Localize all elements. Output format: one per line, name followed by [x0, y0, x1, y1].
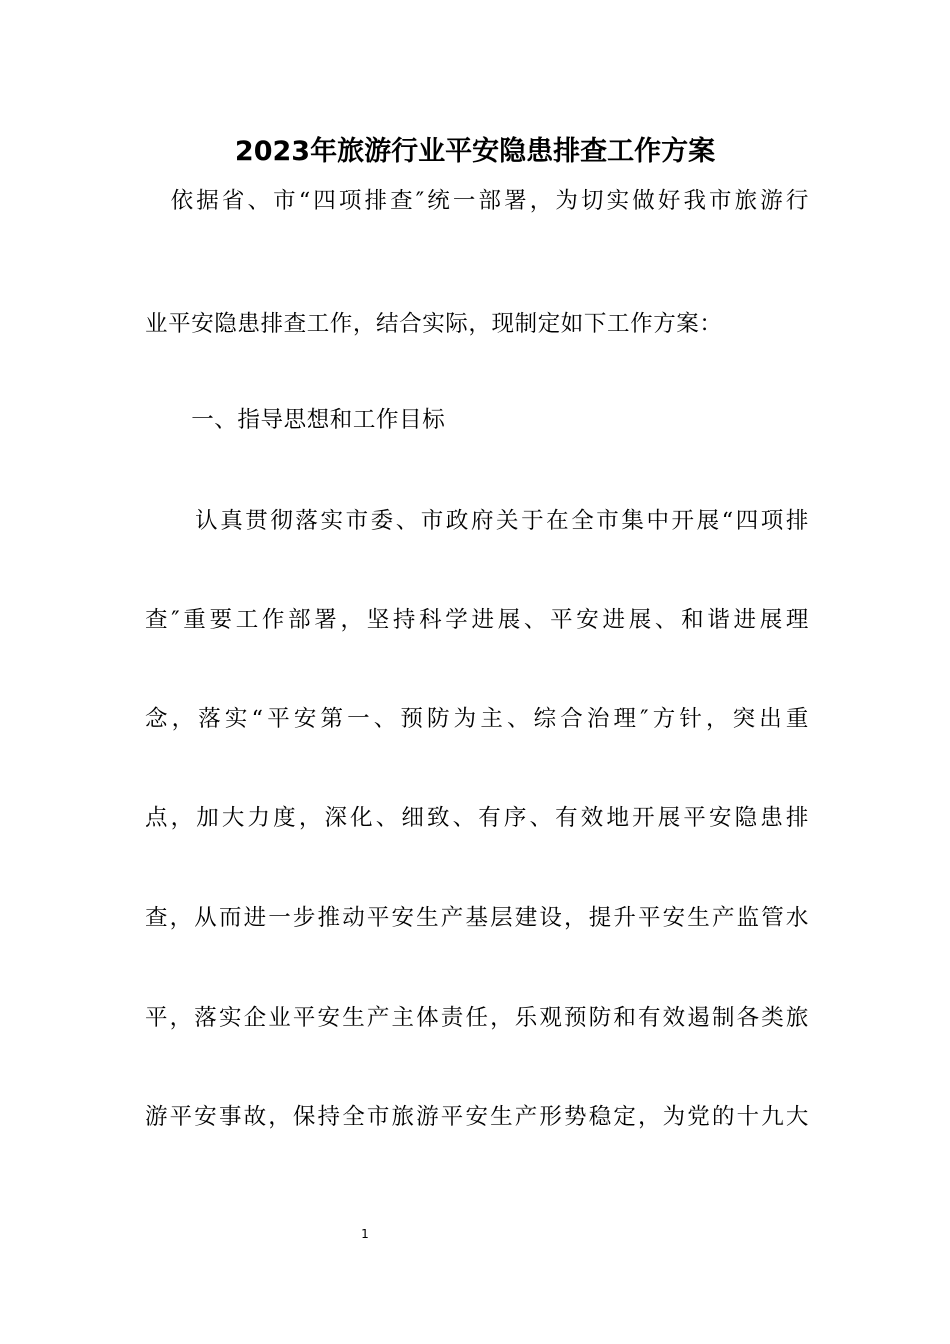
section-heading: 一、指导思想和工作目标 — [145, 407, 446, 433]
paragraph-line: 游平安事故，保持全市旅游平安生产形势稳定，为党的十九大 — [145, 1104, 809, 1130]
paragraph-line: 依据省、市“四项排查″统一部署，为切实做好我市旅游行 — [145, 188, 809, 214]
paragraph-line: 查″重要工作部署，坚持科学进展、平安进展、和谐进展理 — [145, 607, 809, 633]
paragraph-line: 查，从而进一步推动平安生产基层建设，提升平安生产监管水 — [145, 905, 809, 931]
paragraph-line: 认真贯彻落实市委、市政府关于在全市集中开展“四项排 — [145, 508, 809, 534]
paragraph-line: 念，落实“平安第一、预防为主、综合治理″方针，突出重 — [145, 706, 809, 732]
paragraph-line: 点，加大力度，深化、细致、有序、有效地开展平安隐患排 — [145, 805, 809, 831]
paragraph-line: 平，落实企业平安生产主体责任，乐观预防和有效遏制各类旅 — [145, 1005, 809, 1031]
page-number: 1 — [361, 1227, 369, 1241]
paragraph-line: 业平安隐患排查工作，结合实际，现制定如下工作方案： — [145, 311, 723, 337]
document-title: 2023年旅游行业平安隐患排查工作方案 — [234, 136, 716, 167]
